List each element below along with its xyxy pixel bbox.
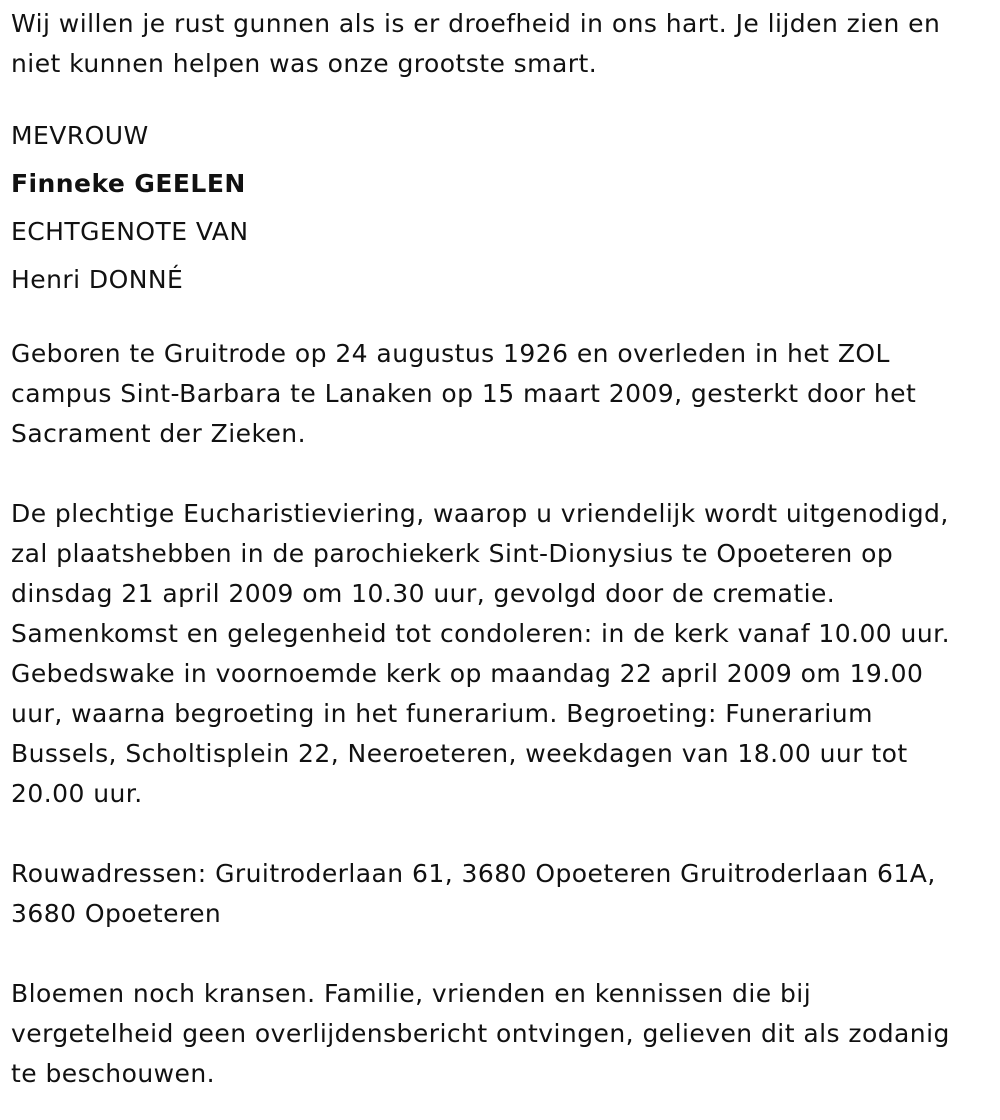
addresses-line: 3680 Opoeteren bbox=[11, 899, 222, 928]
ceremony-line: Bussels, Scholtisplein 22, Neeroeteren, weekdagen van 18.00 uur tot bbox=[11, 739, 908, 768]
addresses-paragraph bbox=[11, 854, 980, 934]
name-block bbox=[11, 112, 980, 304]
intro-line: Wij willen je rust gunnen als is er droefheid in ons hart. Je lijden zien en bbox=[11, 9, 941, 38]
deceased-name: Finneke GEELEN bbox=[11, 169, 246, 198]
closing-line: Bloemen noch kransen. Familie, vrienden en kennissen die bij bbox=[11, 979, 812, 1008]
relation-label: ECHTGENOTE VAN bbox=[11, 217, 249, 246]
closing-line: te beschouwen. bbox=[11, 1059, 216, 1088]
ceremony-line: dinsdag 21 april 2009 om 10.30 uur, gevolgd door de crematie. bbox=[11, 579, 836, 608]
ceremony-line: 20.00 uur. bbox=[11, 779, 143, 808]
ceremony-line: uur, waarna begroeting in het funerarium. Begroeting: Funerarium bbox=[11, 699, 873, 728]
closing-line: vergetelheid geen overlijdensbericht ontvingen, gelieven dit als zodanig bbox=[11, 1019, 950, 1048]
ceremony-line: Samenkomst en gelegenheid tot condoleren: in de kerk vanaf 10.00 uur. bbox=[11, 619, 950, 648]
intro-line: niet kunnen helpen was onze grootste smart. bbox=[11, 49, 598, 78]
title-label: MEVROUW bbox=[11, 121, 149, 150]
closing-paragraph bbox=[11, 974, 980, 1094]
birth-death-line: campus Sint-Barbara te Lanaken op 15 maart 2009, gesterkt door het bbox=[11, 379, 917, 408]
intro-paragraph bbox=[11, 4, 980, 84]
birth-death-line: Sacrament der Zieken. bbox=[11, 419, 306, 448]
addresses-line: Rouwadressen: Gruitroderlaan 61, 3680 Opoeteren Gruitroderlaan 61A, bbox=[11, 859, 936, 888]
birth-death-paragraph bbox=[11, 334, 980, 454]
spouse-name: Henri DONNÉ bbox=[11, 265, 184, 294]
ceremony-line: zal plaatshebben in de parochiekerk Sint-Dionysius te Opoeteren op bbox=[11, 539, 894, 568]
ceremony-line: De plechtige Eucharistieviering, waarop u vriendelijk wordt uitgenodigd, bbox=[11, 499, 949, 528]
ceremony-line: Gebedswake in voornoemde kerk op maandag 22 april 2009 om 19.00 bbox=[11, 659, 924, 688]
birth-death-line: Geboren te Gruitrode op 24 augustus 1926 en overleden in het ZOL bbox=[11, 339, 890, 368]
ceremony-paragraph bbox=[11, 494, 980, 814]
